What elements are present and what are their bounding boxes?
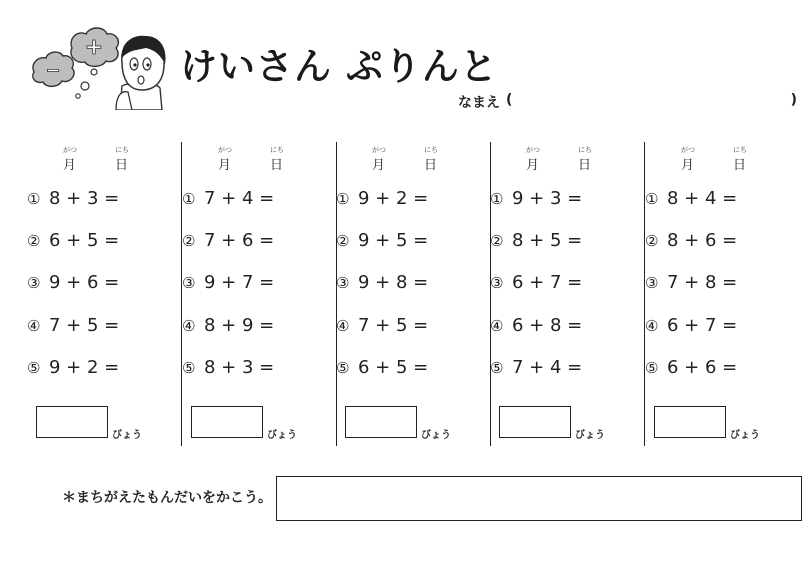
problem-expression: 7 + 4 = — [204, 188, 275, 209]
problem-number: ① — [490, 190, 504, 208]
seconds-label: びょう — [421, 430, 451, 441]
problem-number: ① — [645, 190, 659, 208]
date-field[interactable] — [63, 148, 133, 172]
problem-expression: 7 + 6 = — [204, 230, 275, 251]
problem-row — [645, 357, 737, 379]
day-label: 日 — [424, 158, 438, 173]
month-reading: がつ — [526, 146, 540, 154]
name-label: なまえ — [458, 95, 500, 111]
problem-row — [645, 230, 737, 252]
problem-expression: 9 + 2 = — [49, 357, 120, 378]
time-input-box[interactable] — [654, 406, 726, 438]
problem-number: ② — [645, 232, 659, 250]
problem-row — [490, 272, 582, 294]
day-reading: にち — [424, 146, 438, 154]
month-reading: がつ — [63, 146, 77, 154]
problem-number: ⑤ — [645, 359, 659, 377]
day-label: 日 — [270, 158, 284, 173]
problem-number: ⑤ — [27, 359, 41, 377]
problem-number: ④ — [645, 317, 659, 335]
page-title: けいさん ぷりんと — [180, 45, 498, 88]
seconds-label: びょう — [112, 430, 142, 441]
problem-row — [645, 315, 737, 337]
day-label: 日 — [578, 158, 592, 173]
problem-row — [490, 230, 582, 252]
month-label: 月 — [372, 158, 386, 173]
problem-expression: 6 + 6 = — [667, 357, 738, 378]
problem-expression: 6 + 7 = — [512, 272, 583, 293]
problem-row — [336, 188, 428, 210]
problem-row — [182, 188, 274, 210]
problem-expression: 6 + 7 = — [667, 315, 738, 336]
month-label: 月 — [218, 158, 232, 173]
problem-column — [182, 142, 337, 446]
problem-expression: 9 + 5 = — [358, 230, 429, 251]
problem-number: ② — [182, 232, 196, 250]
problem-column — [645, 142, 799, 446]
mistake-label: ＊まちがえたもんだいをかこう。 — [62, 490, 272, 506]
problem-row — [182, 357, 274, 379]
problem-expression: 8 + 3 = — [204, 357, 275, 378]
problem-number: ① — [27, 190, 41, 208]
problem-number: ③ — [336, 274, 350, 292]
boy-icon — [116, 36, 166, 110]
date-field[interactable] — [218, 148, 288, 172]
problem-row — [182, 315, 274, 337]
problem-expression: 7 + 5 = — [49, 315, 120, 336]
problem-number: ④ — [182, 317, 196, 335]
problem-number: ④ — [490, 317, 504, 335]
problem-row — [336, 315, 428, 337]
problem-expression: 7 + 4 = — [512, 357, 583, 378]
problem-row — [336, 357, 428, 379]
plus-symbol: + — [84, 35, 104, 60]
seconds-label: びょう — [575, 430, 605, 441]
seconds-label: びょう — [730, 430, 760, 441]
time-input-box[interactable] — [191, 406, 263, 438]
problem-row — [490, 357, 582, 379]
name-field[interactable] — [458, 92, 803, 112]
problem-column — [27, 142, 182, 446]
problem-number: ② — [336, 232, 350, 250]
date-field[interactable] — [372, 148, 442, 172]
day-label: 日 — [115, 158, 129, 173]
time-input-box[interactable] — [345, 406, 417, 438]
problem-column — [490, 142, 645, 446]
month-label: 月 — [681, 158, 695, 173]
problem-expression: 8 + 4 = — [667, 188, 738, 209]
problem-number: ② — [490, 232, 504, 250]
header-illustration — [28, 24, 168, 110]
problem-row — [27, 188, 119, 210]
problem-number: ② — [27, 232, 41, 250]
minus-thought-bubble — [33, 52, 74, 86]
problem-number: ① — [336, 190, 350, 208]
problem-row — [27, 315, 119, 337]
problem-number: ⑤ — [182, 359, 196, 377]
month-reading: がつ — [372, 146, 386, 154]
day-reading: にち — [270, 146, 284, 154]
problem-row — [27, 272, 119, 294]
problem-row — [182, 272, 274, 294]
problem-number: ⑤ — [336, 359, 350, 377]
time-input-box[interactable] — [499, 406, 571, 438]
plus-thought-bubble — [71, 28, 118, 66]
problem-expression: 8 + 3 = — [49, 188, 120, 209]
day-reading: にち — [578, 146, 592, 154]
date-field[interactable] — [681, 148, 751, 172]
problem-expression: 8 + 5 = — [512, 230, 583, 251]
day-reading: にち — [733, 146, 747, 154]
month-reading: がつ — [681, 146, 695, 154]
problem-expression: 9 + 7 = — [204, 272, 275, 293]
month-label: 月 — [526, 158, 540, 173]
problem-row — [490, 315, 582, 337]
time-input-box[interactable] — [36, 406, 108, 438]
problem-column — [336, 142, 491, 446]
name-open-paren: ( — [506, 92, 513, 108]
mistake-answer-box[interactable] — [276, 476, 802, 521]
problem-expression: 9 + 2 = — [358, 188, 429, 209]
problem-number: ③ — [27, 274, 41, 292]
problem-expression: 7 + 5 = — [358, 315, 429, 336]
problem-row — [490, 188, 582, 210]
problem-row — [27, 357, 119, 379]
problem-expression: 9 + 3 = — [512, 188, 583, 209]
name-close-paren: ) — [790, 92, 797, 108]
problem-expression: 9 + 6 = — [49, 272, 120, 293]
problem-expression: 8 + 9 = — [204, 315, 275, 336]
day-label: 日 — [733, 158, 747, 173]
problem-expression: 7 + 8 = — [667, 272, 738, 293]
problem-expression: 8 + 6 = — [667, 230, 738, 251]
seconds-label: びょう — [267, 430, 297, 441]
problem-expression: 9 + 8 = — [358, 272, 429, 293]
problem-row — [336, 230, 428, 252]
problem-number: ⑤ — [490, 359, 504, 377]
month-reading: がつ — [218, 146, 232, 154]
problem-row — [645, 188, 737, 210]
problem-row — [645, 272, 737, 294]
problem-number: ③ — [182, 274, 196, 292]
problem-number: ④ — [27, 317, 41, 335]
problem-row — [27, 230, 119, 252]
problem-number: ③ — [645, 274, 659, 292]
problem-number: ④ — [336, 317, 350, 335]
problem-row — [336, 272, 428, 294]
day-reading: にち — [115, 146, 129, 154]
month-label: 月 — [63, 158, 77, 173]
problem-expression: 6 + 8 = — [512, 315, 583, 336]
problem-row — [182, 230, 274, 252]
problem-expression: 6 + 5 = — [49, 230, 120, 251]
problem-expression: 6 + 5 = — [358, 357, 429, 378]
problem-number: ① — [182, 190, 196, 208]
problem-number: ③ — [490, 274, 504, 292]
date-field[interactable] — [526, 148, 596, 172]
minus-symbol: − — [45, 60, 61, 81]
